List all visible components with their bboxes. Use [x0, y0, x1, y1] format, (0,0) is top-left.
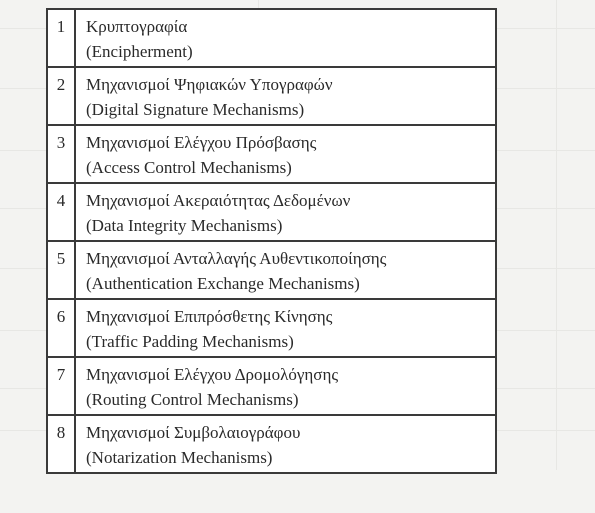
mechanism-number: 3	[47, 125, 75, 183]
mechanism-english-name: (Routing Control Mechanisms)	[86, 390, 299, 409]
mechanism-name	[75, 415, 496, 473]
mechanism-greek-name: Μηχανισμοί Ελέγχου Δρομολόγησης	[86, 365, 339, 384]
mechanism-english-name: (Authentication Exchange Mechanisms)	[86, 274, 360, 293]
mechanism-name	[75, 67, 496, 125]
mechanism-english-name: (Data Integrity Mechanisms)	[86, 216, 283, 235]
mechanism-number: 6	[47, 299, 75, 357]
mechanism-name	[75, 357, 496, 415]
mechanism-number: 5	[47, 241, 75, 299]
mechanism-greek-name: Μηχανισμοί Ανταλλαγής Αυθεντικοποίησης	[86, 249, 387, 268]
mechanism-greek-name: Μηχανισμοί Ελέγχου Πρόσβασης	[86, 133, 317, 152]
mechanism-english-name: (Digital Signature Mechanisms)	[86, 100, 305, 119]
mechanism-greek-name: Μηχανισμοί Επιπρόσθετης Κίνησης	[86, 307, 333, 326]
table-row	[47, 299, 496, 357]
mechanism-name	[75, 9, 496, 67]
mechanism-greek-name: Μηχανισμοί Ακεραιότητας Δεδομένων	[86, 191, 351, 210]
table-row	[47, 415, 496, 473]
mechanism-number: 2	[47, 67, 75, 125]
mechanism-greek-name: Μηχανισμοί Ψηφιακών Υπογραφών	[86, 75, 333, 94]
mechanism-english-name: (Traffic Padding Mechanisms)	[86, 332, 294, 351]
table-row	[47, 67, 496, 125]
mechanism-english-name: (Notarization Mechanisms)	[86, 448, 273, 467]
table-row	[47, 125, 496, 183]
mechanism-number: 7	[47, 357, 75, 415]
table-row	[47, 9, 496, 67]
mechanism-number: 4	[47, 183, 75, 241]
mechanism-name	[75, 241, 496, 299]
mechanism-greek-name: Μηχανισμοί Συμβολαιογράφου	[86, 423, 301, 442]
mechanism-greek-name: Κρυπτογραφία	[86, 17, 188, 36]
mechanism-name	[75, 183, 496, 241]
table-row	[47, 183, 496, 241]
table-row	[47, 357, 496, 415]
mechanism-name	[75, 125, 496, 183]
mechanism-number: 8	[47, 415, 75, 473]
security-mechanisms-table	[46, 8, 497, 474]
table-row	[47, 241, 496, 299]
mechanism-english-name: (Access Control Mechanisms)	[86, 158, 292, 177]
mechanism-english-name: (Encipherment)	[86, 42, 193, 61]
mechanism-name	[75, 299, 496, 357]
mechanism-number: 1	[47, 9, 75, 67]
